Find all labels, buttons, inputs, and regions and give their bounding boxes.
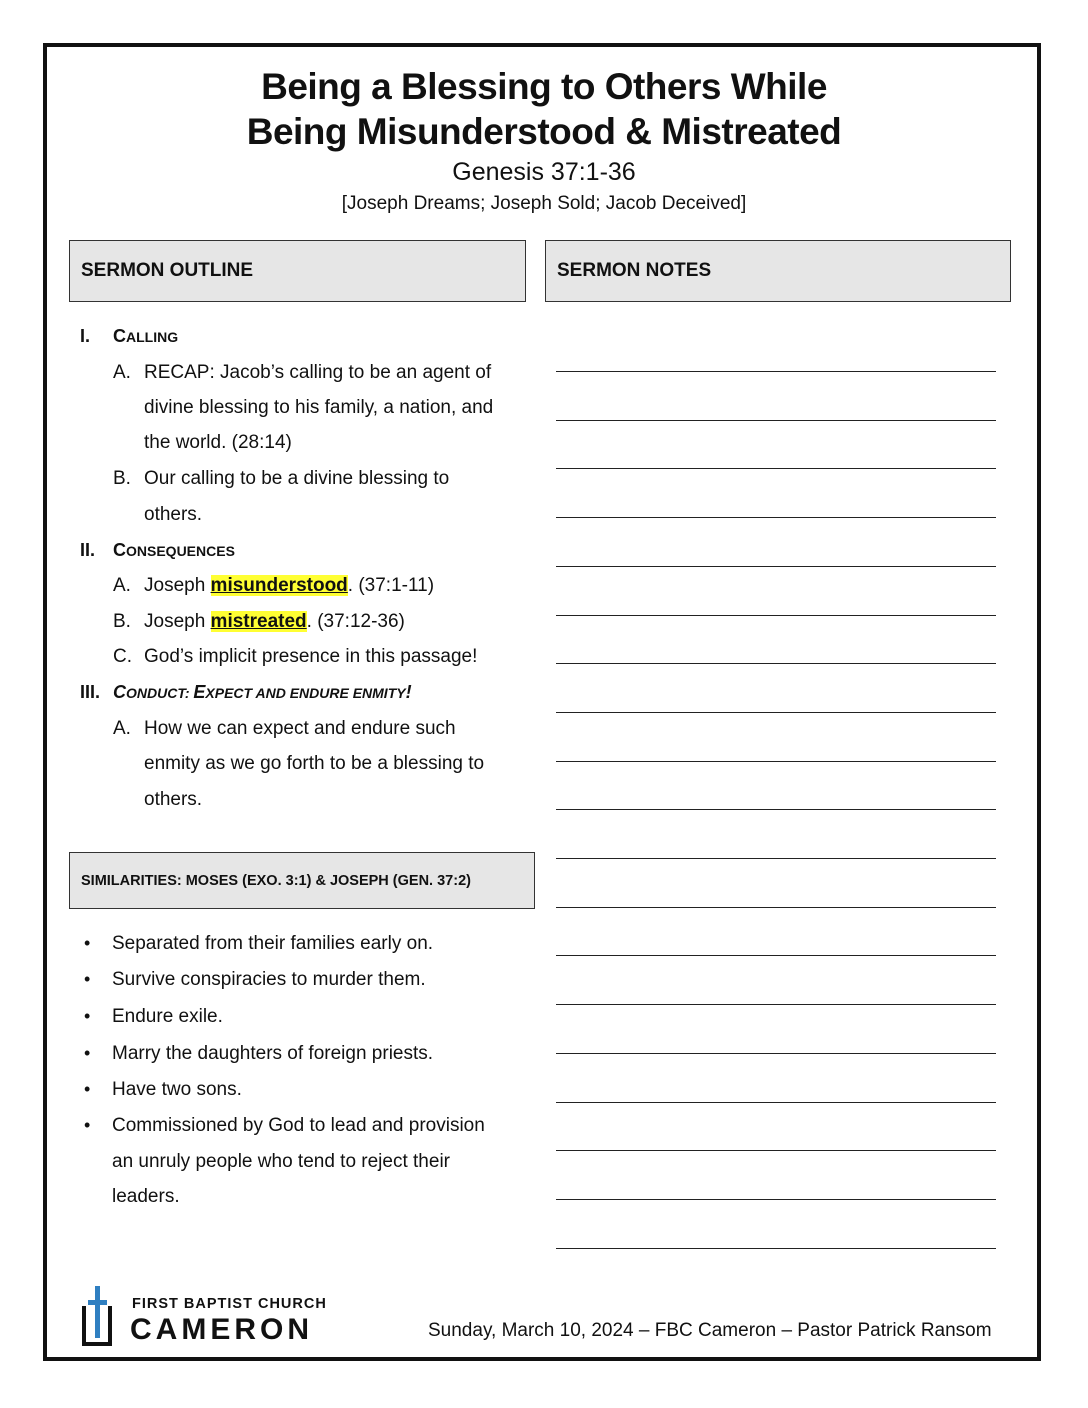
bullet-glyph: • (84, 1043, 91, 1063)
bullet-glyph: • (84, 969, 91, 989)
note-line[interactable] (556, 907, 996, 908)
outline-text: the world. (28:14) (144, 432, 292, 453)
note-line[interactable] (556, 420, 996, 421)
item-letter: B. (113, 611, 131, 632)
note-line[interactable] (556, 1053, 996, 1054)
section-numeral: II. (80, 540, 96, 560)
similarity-text: Endure exile. (112, 1006, 223, 1027)
outline-text: RECAP: Jacob’s calling to be an agent of (144, 362, 492, 383)
similarities-heading: SIMILARITIES: MOSES (EXO. 3:1) & JOSEPH (GEN. 37:2) (81, 872, 471, 889)
similarity-text: Marry the daughters of foreign priests. (112, 1043, 434, 1064)
note-line[interactable] (556, 809, 996, 810)
sermon-outline-header (69, 240, 526, 302)
note-line[interactable] (556, 1199, 996, 1200)
outline-text: others. (144, 789, 203, 810)
note-line[interactable] (556, 371, 996, 372)
highlight-misunderstood: misunderstood (210, 575, 348, 596)
sermon-title-line-2: Being Misunderstood & Mistreated (246, 111, 842, 152)
outline-text: Joseph mistreated. (37:12-36) (144, 611, 405, 632)
logo-church-name: FIRST BAPTIST CHURCH (132, 1296, 327, 1312)
similarities-header (69, 852, 535, 909)
note-line[interactable] (556, 468, 996, 469)
cross-logo-icon (82, 1286, 122, 1346)
section-title-conduct: CONDUCT: EXPECT AND ENDURE ENMITY! (113, 682, 412, 702)
outline-text: God’s implicit presence in this passage! (144, 646, 478, 667)
note-line[interactable] (556, 566, 996, 567)
note-line[interactable] (556, 615, 996, 616)
note-line[interactable] (556, 1102, 996, 1103)
outline-text: Our calling to be a divine blessing to (144, 468, 450, 489)
note-line[interactable] (556, 761, 996, 762)
outline-text: How we can expect and endure such (144, 718, 456, 739)
bullet-glyph: • (84, 1006, 91, 1026)
section-numeral: III. (80, 682, 101, 702)
note-line[interactable] (556, 1150, 996, 1151)
outline-text: divine blessing to his family, a nation, and (144, 397, 494, 418)
section-title-consequences: CONSEQUENCES (113, 540, 235, 560)
note-line[interactable] (556, 663, 996, 664)
note-line[interactable] (556, 517, 996, 518)
footer-date-pastor: Sunday, March 10, 2024 – FBC Cameron – Pastor Patrick Ransom (428, 1320, 992, 1341)
note-line[interactable] (556, 1004, 996, 1005)
note-line[interactable] (556, 1248, 996, 1249)
similarity-text: Commissioned by God to lead and provision (112, 1115, 485, 1136)
outline-text: Joseph misunderstood. (37:1-11) (144, 575, 435, 596)
outline-text: others. (144, 504, 203, 525)
highlight-mistreated: mistreated (210, 611, 307, 632)
bullet-glyph: • (84, 1079, 91, 1099)
note-line[interactable] (556, 858, 996, 859)
item-letter: A. (113, 362, 131, 383)
section-title-calling: CALLING (113, 326, 179, 346)
bullet-glyph: • (84, 1115, 91, 1135)
item-letter: A. (113, 575, 131, 596)
sermon-outline-heading: SERMON OUTLINE (81, 260, 254, 281)
bullet-glyph: • (84, 933, 91, 953)
sermon-notes-header (545, 240, 1011, 302)
sermon-notes-heading: SERMON NOTES (557, 260, 712, 281)
item-letter: C. (113, 646, 132, 667)
outline-text: enmity as we go forth to be a blessing to (144, 753, 485, 774)
similarity-text: leaders. (112, 1186, 180, 1207)
scripture-reference: Genesis 37:1-36 (452, 158, 636, 186)
logo-city-name: CAMERON (130, 1313, 313, 1346)
item-letter: A. (113, 718, 131, 739)
similarity-text: Survive conspiracies to murder them. (112, 969, 426, 990)
item-letter: B. (113, 468, 131, 489)
passage-subtitle: [Joseph Dreams; Joseph Sold; Jacob Deceived] (341, 193, 747, 214)
similarity-text: Separated from their families early on. (112, 933, 434, 954)
similarity-text: Have two sons. (112, 1079, 242, 1100)
note-line[interactable] (556, 712, 996, 713)
note-line[interactable] (556, 955, 996, 956)
section-numeral: I. (80, 326, 91, 346)
similarity-text: an unruly people who tend to reject their (112, 1151, 450, 1172)
sermon-title-line-1: Being a Blessing to Others While (261, 66, 827, 107)
